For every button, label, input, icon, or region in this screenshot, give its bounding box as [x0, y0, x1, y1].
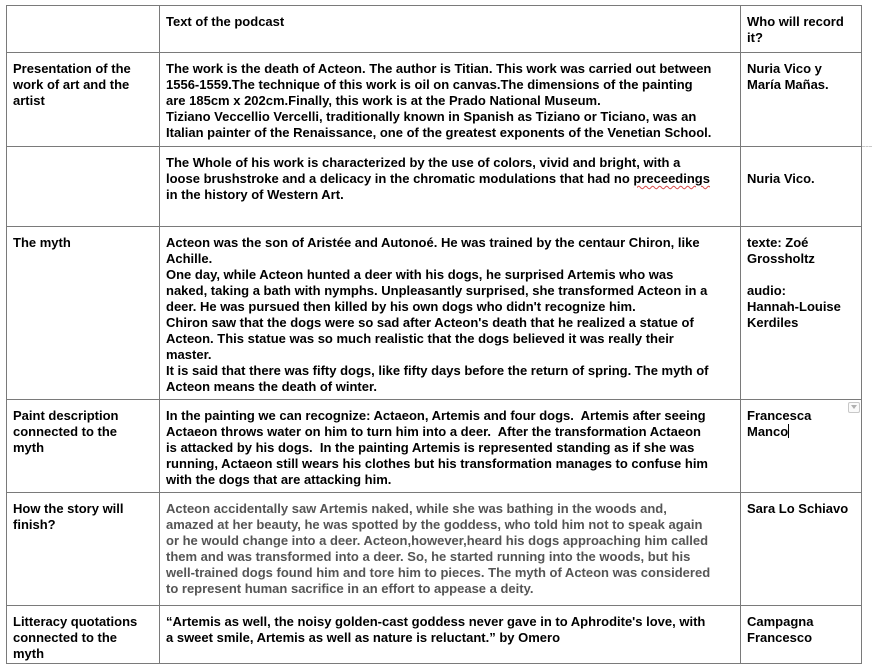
recorder-cell[interactable]: Nuria Vico. [741, 147, 862, 227]
header-label: Text of the podcast [166, 14, 285, 29]
table-row [7, 606, 862, 664]
misspelled-word[interactable]: preceedings [633, 171, 710, 186]
podcast-text-cell[interactable]: Acteon was the son of Aristée and Autonoé. He was trained by the centaur Chiron, like Achille. One day, while Acteon hunted a deer with his dogs, he surprised Artemis who was naked, taking a bath with nymphs. Unpleasantly surprised, she transformed Acteon in a deer. He was pursued then killed by his own dogs who didn't recognize him. Chiron saw that the dogs were so sad after Acteon's death that he realized a statue of Acteon. This statue was so much realistic that the dogs believed it was really their master. It is said that there was fifty dogs, like fifty days before the return of spring. The myth of Acteon means the death of winter. [160, 227, 741, 400]
podcast-text-cell[interactable]: “Artemis as well, the noisy golden-cast goddess never gave in to Aphrodite's love, with a sweet smile, Artemis as well as nature is reluctant.” by Omero [160, 606, 741, 664]
text-cursor [788, 424, 789, 438]
section-cell[interactable]: Paint description connected to the myth [7, 400, 160, 493]
podcast-text-cell[interactable]: In the painting we can recognize: Actaeon, Artemis and four dogs. Artemis after seeing Actaeon throws water on him to turn him into a deer. After the transformation Actaeon is attacked by his dogs. In the painting Artemis is represented standing as if she was running, Actaeon still wears his clothes but his transformation manages to confuse him with the dogs that are attacking him. [160, 400, 741, 493]
header-cell-podcast-text[interactable] [160, 6, 741, 53]
recorder-cell[interactable]: Francesca Manco [741, 400, 862, 493]
page-edge-marker [862, 146, 872, 147]
recorder-cell[interactable]: Sara Lo Schiavo [741, 493, 862, 606]
table-row [7, 227, 862, 400]
header-cell-empty[interactable] [7, 6, 160, 53]
section-cell[interactable]: Presentation of the work of art and the artist [7, 53, 160, 147]
table-row [7, 53, 862, 147]
table-row [7, 400, 862, 493]
section-cell[interactable] [7, 147, 160, 227]
text-line-with-spelling-mark: loose brushstroke and a delicacy in the chromatic modulations that had no preceedings [166, 171, 710, 186]
section-cell[interactable]: How the story will finish? [7, 493, 160, 606]
podcast-table [6, 5, 862, 664]
podcast-text-cell[interactable]: The work is the death of Acteon. The author is Titian. This work was carried out between 1556-1559.The technique of this work is oil on canvas.The dimensions of the painting are 185cm x 202cm.Finally, this work is at the Prado National Museum. Tiziano Veccellio Vercelli, traditionally known in Spanish as Tiziano or Ticiano, was an Italian painter of the Renaissance, one of the greatest exponents of the Venetian School. [160, 53, 741, 147]
recorder-cell[interactable]: Campagna Francesco [741, 606, 862, 664]
table-row [7, 493, 862, 606]
header-cell-recorder[interactable]: Who will record it? [741, 6, 862, 53]
recorder-cell[interactable]: Nuria Vico y María Mañas. [741, 53, 862, 147]
table-row [7, 147, 862, 227]
recorder-cell[interactable]: texte: Zoé Grossholtz audio: Hannah-Louise Kerdiles [741, 227, 862, 400]
cell-menu-dropdown-icon[interactable] [848, 402, 860, 413]
table-header-row [7, 6, 862, 53]
section-cell[interactable]: The myth [7, 227, 160, 400]
podcast-text-cell[interactable]: The Whole of his work is characterized by the use of colors, vivid and bright, with a loose brushstroke and a delicacy in the chromatic modulations that had no preceedings in the history of Western Art. [160, 147, 741, 227]
podcast-text-cell[interactable]: Acteon accidentally saw Artemis naked, while she was bathing in the woods and, amazed at her beauty, he was spotted by the goddess, who told him not to speak again or he would change into a deer. Acteon,however,heard his dogs approaching him called them and was transformed into a deer. So, he started running into the woods, but his well-trained dogs found him and tore him to pieces. The myth of Acteon was considered to represent human sacrifice in an effort to appease a deity. [160, 493, 741, 606]
section-cell[interactable]: Litteracy quotations connected to the myth [7, 606, 160, 664]
